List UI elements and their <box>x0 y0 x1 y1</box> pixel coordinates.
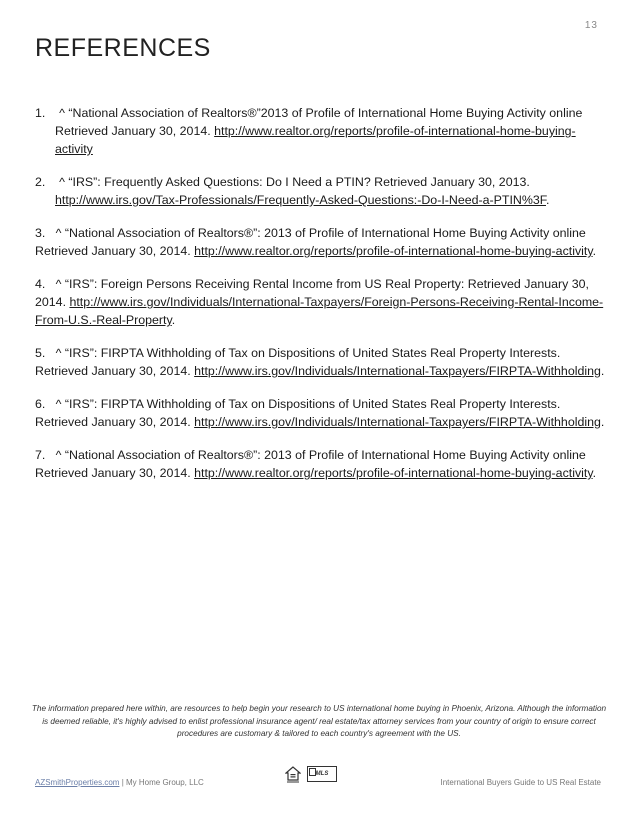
reference-text: ^ “National Association of Realtors®”: 2013 of Profile of International Home Buying Activity online Retrieved January 30, 2014. <box>35 226 586 258</box>
company-name: | My Home Group, LLC <box>119 778 204 787</box>
reference-text: ^ “IRS”: Foreign Persons Receiving Rental Income from US Real Property: Retrieved January 30, 2014. <box>35 277 589 309</box>
reference-link[interactable]: http://www.realtor.org/reports/profile-of-international-home-buying-activity <box>194 466 593 480</box>
references-list <box>35 104 607 497</box>
reference-number: 6. <box>35 397 46 411</box>
reference-number: 7. <box>35 448 46 462</box>
reference-trailer: . <box>592 244 597 258</box>
reference-number: 2. <box>35 175 46 189</box>
reference-link[interactable]: http://www.irs.gov/Tax-Professionals/Frequently-Asked-Questions:-Do-I-Need-a-PTIN%3F <box>55 193 546 207</box>
reference-trailer: . <box>600 415 605 429</box>
reference-trailer: . <box>545 193 550 207</box>
reference-text: ^ “National Association of Realtors®”: 2013 of Profile of International Home Buying Activity online Retrieved January 30, 2014. <box>35 448 586 480</box>
reference-item <box>35 344 607 380</box>
reference-text: ^ “IRS”: FIRPTA Withholding of Tax on Dispositions of United States Real Property Interests. Retrieved January 30, 2014. <box>35 397 561 429</box>
reference-item <box>35 173 607 209</box>
reference-trailer: . <box>592 466 597 480</box>
reference-item <box>35 275 607 329</box>
footer-left <box>35 778 204 787</box>
guide-title: International Buyers Guide to US Real Estate <box>440 778 601 787</box>
reference-link[interactable]: http://www.irs.gov/Individuals/International-Taxpayers/FIRPTA-Withholding <box>194 364 601 378</box>
reference-trailer: . <box>600 364 605 378</box>
reference-text: ^ “IRS”: Frequently Asked Questions: Do I Need a PTIN? Retrieved January 30, 2013. <box>59 175 530 189</box>
reference-number: 4. <box>35 277 46 291</box>
reference-link[interactable]: http://www.realtor.org/reports/profile-of-international-home-buying-activity <box>194 244 593 258</box>
reference-link[interactable]: http://www.irs.gov/Individuals/International-Taxpayers/FIRPTA-Withholding <box>194 415 601 429</box>
reference-item <box>35 395 607 431</box>
reference-number: 5. <box>35 346 46 360</box>
reference-number: 3. <box>35 226 46 240</box>
reference-link[interactable]: http://www.irs.gov/Individuals/International-Taxpayers/Foreign-Persons-Receiving-Rental-Income-From-U.S.-Real-Property <box>35 295 604 327</box>
mls-realtor-icon <box>307 766 337 782</box>
mls-text: MLS <box>315 771 329 777</box>
page-title: REFERENCES <box>35 34 211 62</box>
reference-item <box>35 224 607 260</box>
site-link[interactable]: AZSmithProperties.com <box>35 778 120 787</box>
equal-housing-icon <box>285 766 301 784</box>
reference-text: ^ “IRS”: FIRPTA Withholding of Tax on Dispositions of United States Real Property Interests. Retrieved January 30, 2014. <box>35 346 561 378</box>
footer-logos <box>285 766 337 784</box>
reference-link[interactable]: http://www.realtor.org/reports/profile-of-international-home-buying-activity <box>55 124 576 156</box>
reference-trailer: . <box>171 313 176 327</box>
reference-text: ^ “National Association of Realtors®”2013 of Profile of International Home Buying Activity online Retrieved January 30, 2014. <box>55 106 583 138</box>
reference-number: 1. <box>35 106 46 120</box>
reference-item <box>35 446 607 482</box>
reference-item <box>35 104 607 158</box>
disclaimer-text: The information prepared here within, are resources to help begin your research to US international home buying in Phoenix, Arizona. Although the information is deemed reliable, it's highly advised to enlist professional insurance agent/ real estate/tax attorney services from your country of origin to ensure correct procedures are customary & tailored to each country's agreement with the US. <box>31 704 607 738</box>
page-number: 13 <box>584 20 598 31</box>
